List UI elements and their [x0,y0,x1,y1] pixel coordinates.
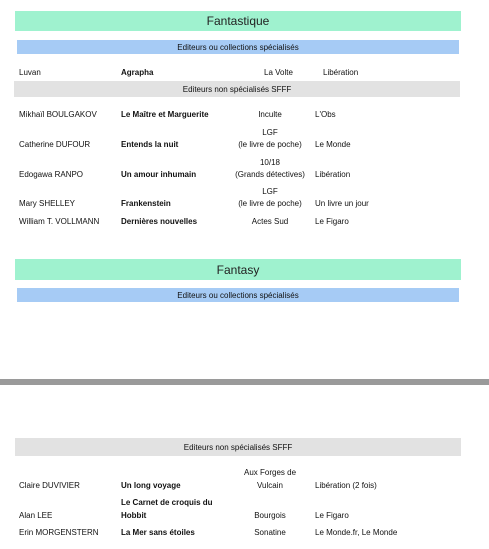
book-title: Dernières nouvelles [121,217,198,226]
book-press: Libération [315,170,351,179]
book-title: Le Maître et Marguerite [121,110,209,119]
book-author: William T. VOLLMANN [19,217,100,226]
book-title: Un long voyage [121,481,181,490]
book-publisher-line1: 10/18 [259,158,281,167]
book-press: Un livre un jour [315,199,369,208]
book-title: Un amour inhumain [121,170,197,179]
specialized-author: Luvan [19,68,41,77]
book-author: Mikhaïl BOULGAKOV [19,110,97,119]
book-publisher-line1: LGF [262,187,278,196]
section-title-fantasy: Fantasy [15,259,461,280]
section-title-fantastique: Fantastique [15,11,461,31]
book-publisher-line2: (le livre de poche) [238,199,302,208]
book-author: Erin MORGENSTERN [19,528,99,537]
book-press: Libération (2 fois) [315,481,377,490]
specialized-press: Libération [323,68,359,77]
book-title-line2: Hobbit [121,511,147,520]
book-press: Le Monde [315,140,351,149]
book-publisher: Sonatine [254,528,286,537]
book-title: Frankenstein [121,199,171,208]
book-publisher-line1: Aux Forges de [243,468,297,477]
book-title: La Mer sans étoiles [121,528,195,537]
book-press: Le Figaro [315,217,349,226]
book-title-line1: Le Carnet de croquis du [121,498,213,507]
book-author: Mary SHELLEY [19,199,76,208]
book-press: Le Monde.fr, Le Monde [315,528,398,537]
specialized-publishers-header: Editeurs ou collections spécialisés [17,288,459,302]
book-publisher: Inculte [258,110,282,119]
book-press: L'Obs [315,110,336,119]
specialized-title: Agrapha [121,68,154,77]
book-publisher-line2: (Grands détectives) [235,170,305,179]
non-specialized-publishers-header: Editeurs non spécialisés SFFF [14,81,460,97]
page-break-divider [0,379,489,385]
specialized-publisher: La Volte [264,68,293,77]
book-publisher: Actes Sud [251,217,289,226]
book-author: Edogawa RANPO [19,170,84,179]
book-publisher-line2: (le livre de poche) [238,140,302,149]
book-publisher-line1: LGF [262,128,278,137]
book-author: Catherine DUFOUR [19,140,91,149]
book-author: Alan LEE [19,511,53,520]
book-publisher-line2: Vulcain [257,481,283,490]
book-author: Claire DUVIVIER [19,481,80,490]
non-specialized-publishers-header: Editeurs non spécialisés SFFF [15,438,461,456]
book-title: Entends la nuit [121,140,179,149]
book-publisher: Bourgois [254,511,286,520]
specialized-publishers-header: Editeurs ou collections spécialisés [17,40,459,54]
book-press: Le Figaro [315,511,349,520]
